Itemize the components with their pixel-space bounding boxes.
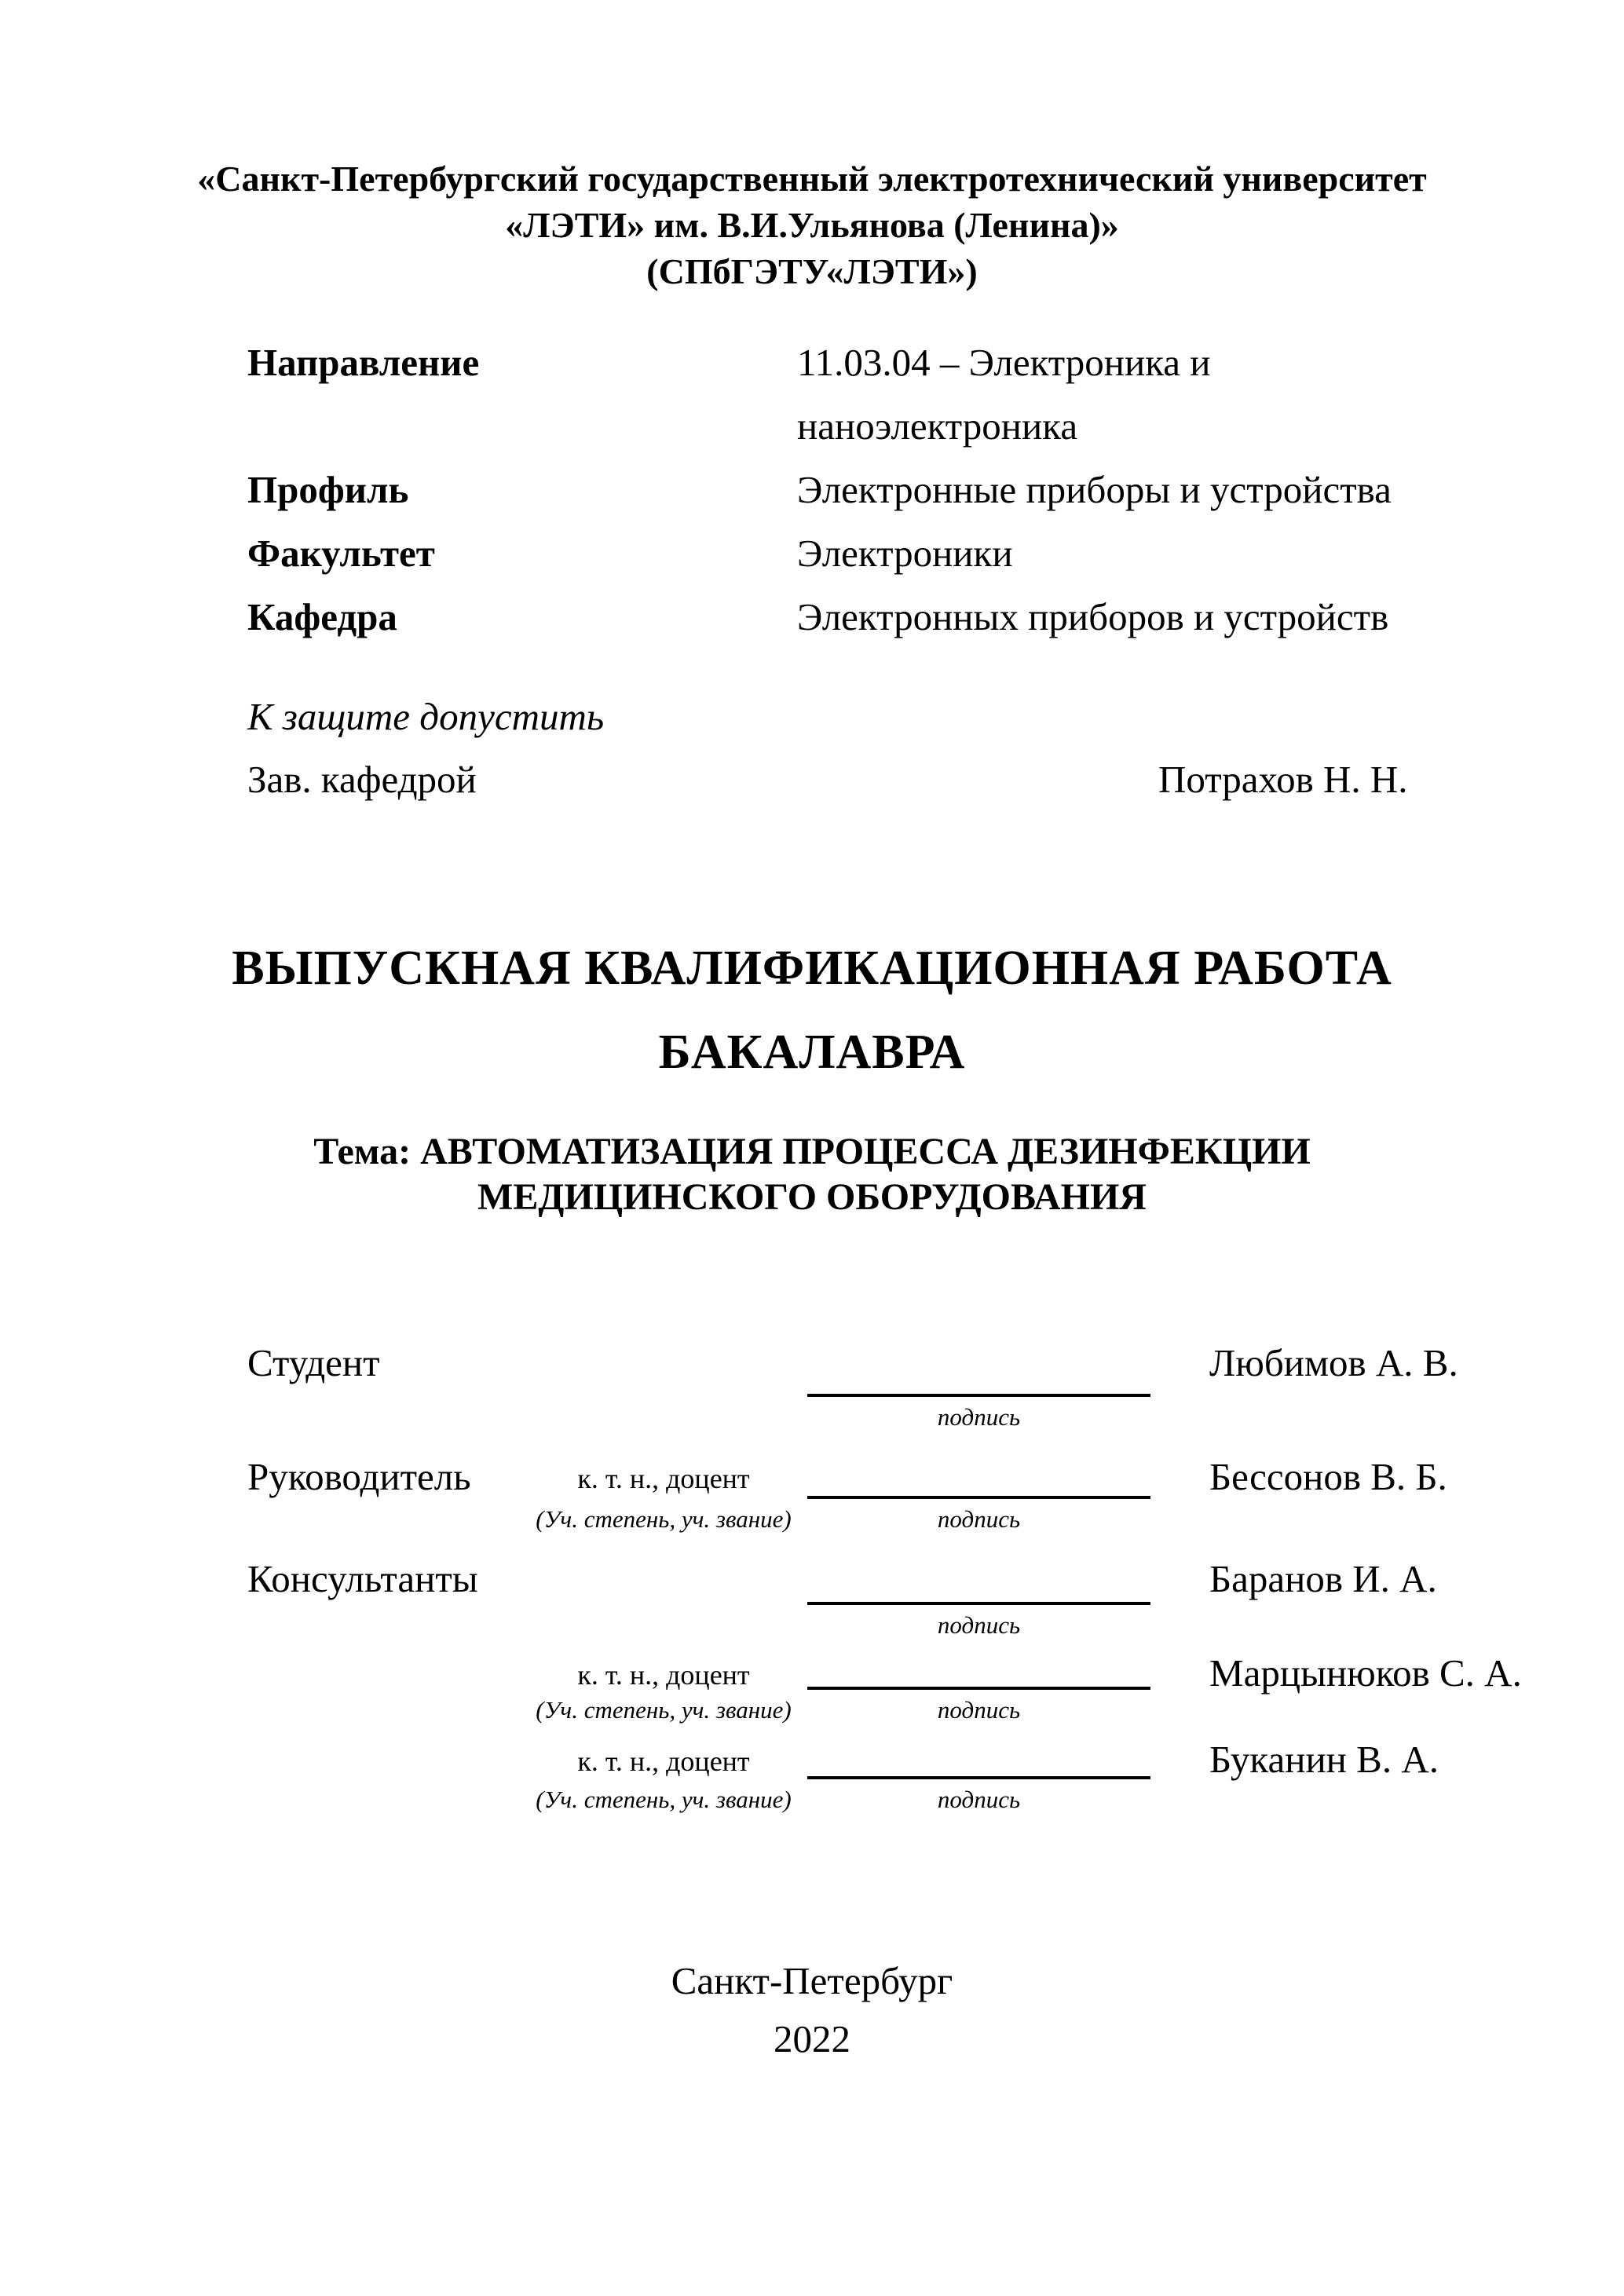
university-header-line-2: «ЛЭТИ» им. В.И.Ульянова (Ленина)» — [505, 205, 1119, 245]
head-of-department-label: Зав. кафедрой — [247, 758, 477, 801]
signatory-name-supervisor: Бессонов В. Б. — [1209, 1455, 1447, 1498]
field-value-department: Электронных приборов и устройств — [797, 595, 1389, 638]
signature-degree-consultant-2: к. т. н., доцент — [577, 1659, 750, 1691]
signature-caption-consultant-2: подпись — [937, 1696, 1021, 1724]
signature-line-consultant-1 — [807, 1602, 1150, 1605]
signature-caption-consultant-1: подпись — [937, 1611, 1021, 1639]
thesis-theme-line-1: Тема: АВТОМАТИЗАЦИЯ ПРОЦЕССА ДЕЗИНФЕКЦИИ — [313, 1131, 1311, 1172]
signature-role-supervisor: Руководитель — [247, 1455, 471, 1498]
university-header-line-3: (СПбГЭТУ«ЛЭТИ») — [646, 251, 978, 291]
signature-degree-supervisor: к. т. н., доцент — [577, 1463, 750, 1494]
signature-line-consultant-3 — [807, 1776, 1150, 1779]
signature-degree-caption-supervisor: (Уч. степень, уч. звание) — [536, 1505, 792, 1533]
thesis-theme-line-2: МЕДИЦИНСКОГО ОБОРУДОВАНИЯ — [477, 1176, 1147, 1218]
signatory-name-consultant-1: Баранов И. А. — [1209, 1557, 1437, 1600]
admission-phrase: К защите допустить — [247, 695, 605, 738]
field-value-direction: 11.03.04 – Электроника и — [797, 341, 1211, 384]
field-label-direction: Направление — [247, 341, 480, 384]
signature-line-supervisor — [807, 1496, 1150, 1499]
work-title — [0, 927, 1624, 1095]
work-title-line-1: ВЫПУСКНАЯ КВАЛИФИКАЦИОННАЯ РАБОТА — [232, 941, 1392, 995]
field-label-faculty: Факультет — [247, 532, 435, 575]
signatory-name-student: Любимов А. В. — [1209, 1341, 1458, 1384]
signature-caption-consultant-3: подпись — [937, 1786, 1021, 1813]
head-of-department-name: Потрахов Н. Н. — [1158, 758, 1408, 801]
footer-year: 2022 — [774, 2017, 850, 2060]
signature-line-student — [807, 1394, 1150, 1397]
signatory-name-consultant-2: Марцынюков С. А. — [1209, 1651, 1522, 1695]
signature-degree-caption-consultant-3: (Уч. степень, уч. звание) — [536, 1786, 792, 1813]
field-value-direction-cont: наноэлектроника — [797, 404, 1078, 448]
field-value-profile: Электронные приборы и устройства — [797, 468, 1392, 511]
signature-role-consultants: Консультанты — [247, 1557, 478, 1600]
university-header-line-1: «Санкт-Петербургский государственный электротехнический университет — [197, 159, 1427, 199]
field-label-profile: Профиль — [247, 468, 409, 511]
footer-city: Санкт-Петербург — [671, 1959, 953, 2002]
work-title-line-2: БАКАЛАВРА — [658, 1026, 966, 1079]
signature-role-student: Студент — [247, 1341, 380, 1384]
signatory-name-consultant-3: Буканин В. А. — [1209, 1738, 1439, 1781]
signature-degree-caption-consultant-2: (Уч. степень, уч. звание) — [536, 1696, 792, 1724]
field-label-department: Кафедра — [247, 595, 397, 638]
university-header — [0, 155, 1624, 294]
signature-caption-supervisor: подпись — [937, 1505, 1021, 1533]
signature-degree-consultant-3: к. т. н., доцент — [577, 1746, 750, 1777]
signature-line-consultant-2 — [807, 1687, 1150, 1690]
thesis-theme — [0, 1129, 1624, 1220]
signature-caption-student: подпись — [937, 1403, 1021, 1431]
field-value-faculty: Электроники — [797, 532, 1013, 575]
